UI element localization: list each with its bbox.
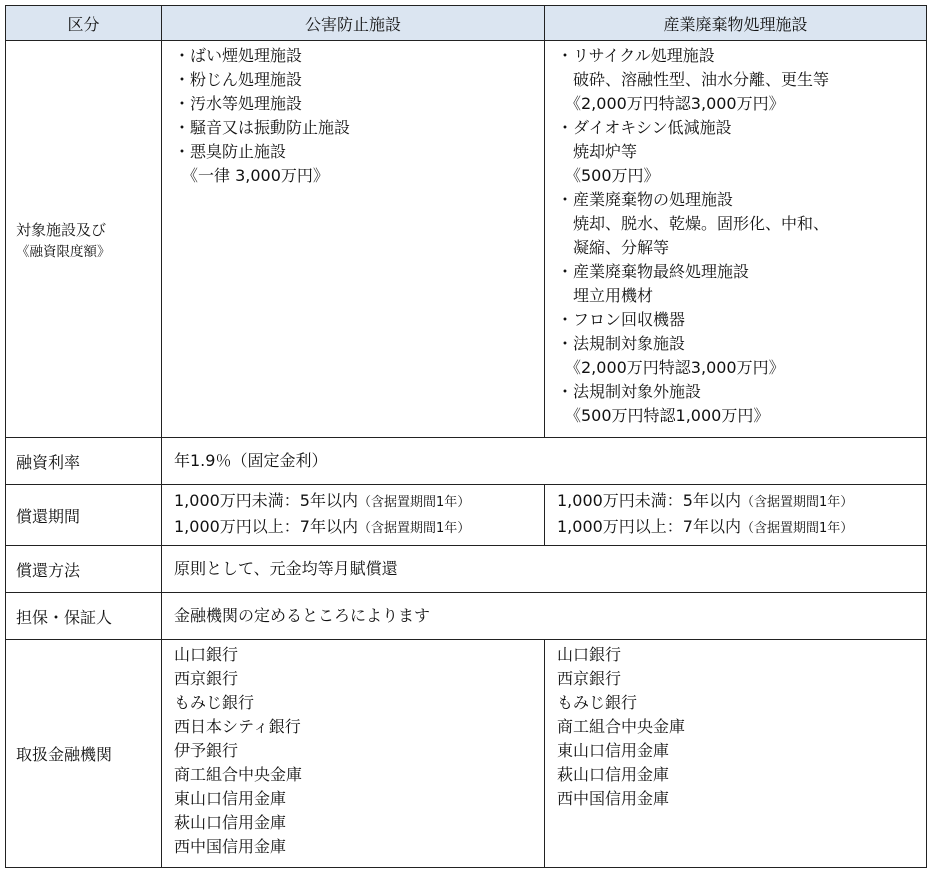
period-note: （含据置期間1年） [358,520,471,536]
list-item: ・騒音又は振動防止施設 [174,118,351,137]
list-item: ・法規制対象外施設 [557,382,702,401]
list-item: ・粉じん処理施設 [174,70,303,89]
list-item: もみじ銀行 [557,693,638,712]
list-item: 焼却炉等 [557,142,638,161]
list-item: 《500万円特認1,000万円》 [557,406,770,425]
list-item: 商工組合中央金庫 [174,765,303,784]
list-item: ・フロン回収機器 [557,310,686,329]
method-value: 原則として、元金均等月賦償還 [162,546,927,593]
header-pollution-facility: 公害防止施設 [162,6,545,41]
method-row [6,546,927,593]
list-item: 凝縮、分解等 [557,238,670,257]
list-item: 西中国信用金庫 [174,837,287,856]
list-item: 商工組合中央金庫 [557,717,686,736]
header-row [6,6,927,41]
list-item: 西中国信用金庫 [557,789,670,808]
period-note: （含据置期間1年） [741,494,854,510]
waste-facilities-list [545,41,927,438]
period-main-text: 1,000万円未満：5年以内 [174,490,358,510]
list-item: 東山口信用金庫 [557,741,670,760]
loan-conditions-table [5,5,927,868]
rate-row [6,438,927,485]
period-line-over-10m [174,515,534,541]
period-line-under-10m [557,489,916,515]
list-item: ・法規制対象施設 [557,334,686,353]
list-item: 山口銀行 [174,645,239,664]
list-item: 伊予銀行 [174,741,239,760]
period-main-text: 1,000万円以上：7年以内 [174,516,358,536]
rate-label: 融資利率 [6,438,162,485]
facilities-label-line1: 対象施設及び [16,220,107,239]
list-item: ・ダイオキシン低減施設 [557,118,732,137]
list-item: 破砕、溶融性型、油水分離、更生等 [557,70,830,89]
period-note: （含据置期間1年） [741,520,854,536]
facilities-label [6,41,162,438]
period-note: （含据置期間1年） [358,494,471,510]
list-item: 西京銀行 [174,669,239,688]
list-item: 《一律 3,000万円》 [174,166,329,185]
list-item: 焼却、脱水、乾燥。固形化、中和、 [557,214,830,233]
list-item: ・ばい煙処理施設 [174,46,303,65]
list-item: もみじ銀行 [174,693,255,712]
period-row [6,485,927,546]
header-waste-facility: 産業廃棄物処理施設 [545,6,927,41]
pollution-facilities-list [162,41,545,438]
period-label: 償還期間 [6,485,162,546]
period-line-under-10m [174,489,534,515]
list-item: 萩山口信用金庫 [557,765,670,784]
period-line-over-10m [557,515,916,541]
waste-banks-list [545,640,927,868]
list-item: 東山口信用金庫 [174,789,287,808]
banks-row [6,640,927,868]
waste-period [545,485,927,546]
pollution-period [162,485,545,546]
method-label: 償還方法 [6,546,162,593]
list-item: 埋立用機材 [557,286,654,305]
period-main-text: 1,000万円未満：5年以内 [557,490,741,510]
guarantee-row [6,593,927,640]
list-item: ・汚水等処理施設 [174,94,303,113]
list-item: 《2,000万円特認3,000万円》 [557,94,785,113]
header-category: 区分 [6,6,162,41]
list-item: 《2,000万円特認3,000万円》 [557,358,785,377]
list-item: 山口銀行 [557,645,622,664]
list-item: ・リサイクル処理施設 [557,46,715,65]
guarantee-value: 金融機関の定めるところによります [162,593,927,640]
banks-label: 取扱金融機関 [6,640,162,868]
list-item: 《500万円》 [557,166,660,185]
rate-value: 年1.9％（固定金利） [162,438,927,485]
list-item: 萩山口信用金庫 [174,813,287,832]
list-item: ・産業廃棄物最終処理施設 [557,262,750,281]
list-item: 西京銀行 [557,669,622,688]
pollution-banks-list [162,640,545,868]
period-main-text: 1,000万円以上：7年以内 [557,516,741,536]
list-item: ・産業廃棄物の処理施設 [557,190,734,209]
facilities-row [6,41,927,438]
facilities-label-line2: 《融資限度額》 [16,243,111,260]
list-item: 西日本シティ銀行 [174,717,301,736]
guarantee-label: 担保・保証人 [6,593,162,640]
list-item: ・悪臭防止施設 [174,142,287,161]
